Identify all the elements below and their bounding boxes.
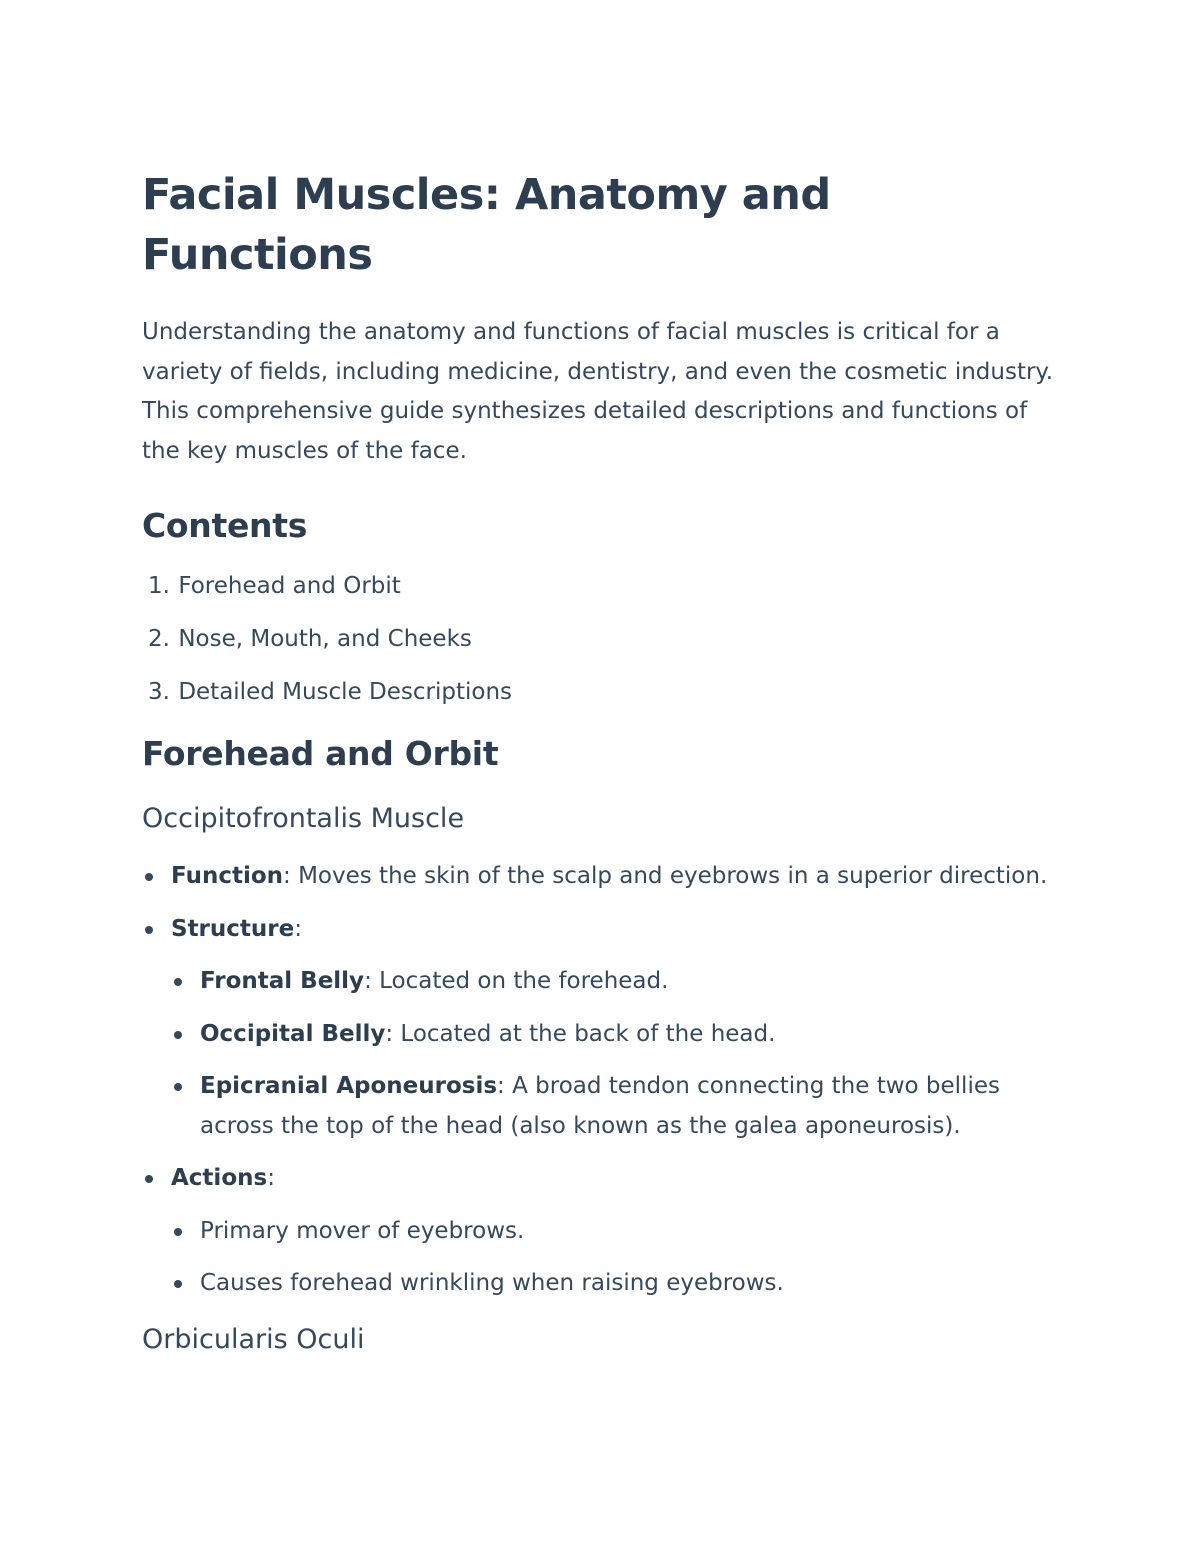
list-item-actions	[142, 1159, 1062, 1304]
toc-item-detailed-muscle-descriptions[interactable]	[142, 677, 1062, 707]
structure-label: Structure	[171, 915, 295, 942]
function-label: Function	[171, 863, 284, 889]
epicranial-aponeurosis-label: Epicranial Aponeurosis	[200, 1073, 498, 1099]
list-item-action: Causes forehead wrinkling when raising eyebrows.	[171, 1264, 1062, 1304]
toc-label: Nose, Mouth, and Cheeks	[178, 626, 472, 652]
page-title: Facial Muscles: Anatomy and Functions	[142, 170, 831, 280]
frontal-belly-label: Frontal Belly	[200, 968, 365, 994]
occipital-belly-text: : Located at the back of the head.	[385, 1020, 776, 1047]
toc-number: 2.	[148, 626, 170, 652]
toc-number: 3.	[148, 679, 170, 705]
toc-label: Detailed Muscle Descriptions	[178, 679, 513, 705]
epicranial-aponeurosis-text: : A broad tendon connecting the two bellies across the top of the head (also known as the galea aponeurosis).	[200, 1073, 1000, 1139]
list-item-function	[142, 857, 1062, 897]
list-item-occipital-belly	[171, 1015, 1062, 1055]
list-item-structure	[142, 910, 1062, 1147]
actions-sublist	[171, 1212, 1062, 1304]
muscle-heading-orbicularis-oculi: Orbicularis Oculi	[142, 1323, 365, 1355]
occipitofrontalis-details-list	[142, 857, 1062, 1304]
muscle-heading-occipitofrontalis: Occipitofrontalis Muscle	[142, 803, 465, 834]
toc-number: 1.	[148, 573, 170, 599]
intro-paragraph: Understanding the anatomy and functions of facial muscles is critical for a variety of fields, including medicine, dentistry, and even the cosmetic industry. This comprehensive guide synthesizes detailed descriptions and functions of the key muscles of the face.	[142, 319, 1054, 464]
function-text: : Moves the skin of the scalp and eyebrows in a superior direction.	[283, 863, 1048, 889]
list-item-action: Primary mover of eyebrows.	[171, 1212, 1062, 1252]
contents-heading: Contents	[142, 506, 308, 545]
toc-item-forehead-and-orbit[interactable]	[142, 571, 1062, 601]
occipital-belly-label: Occipital Belly	[200, 1020, 386, 1047]
structure-sublist	[171, 962, 1062, 1146]
toc-item-nose-mouth-cheeks[interactable]	[142, 624, 1062, 654]
list-item-epicranial-aponeurosis	[171, 1067, 1062, 1146]
list-item-frontal-belly	[171, 962, 1062, 1002]
section-heading-forehead-and-orbit: Forehead and Orbit	[142, 734, 499, 773]
document-page	[142, 165, 1062, 1362]
frontal-belly-text: : Located on the forehead.	[364, 968, 669, 994]
actions-suffix: :	[267, 1165, 275, 1191]
structure-suffix: :	[294, 915, 302, 942]
actions-label: Actions	[171, 1165, 268, 1191]
table-of-contents	[142, 571, 1062, 707]
toc-label: Forehead and Orbit	[178, 573, 401, 599]
